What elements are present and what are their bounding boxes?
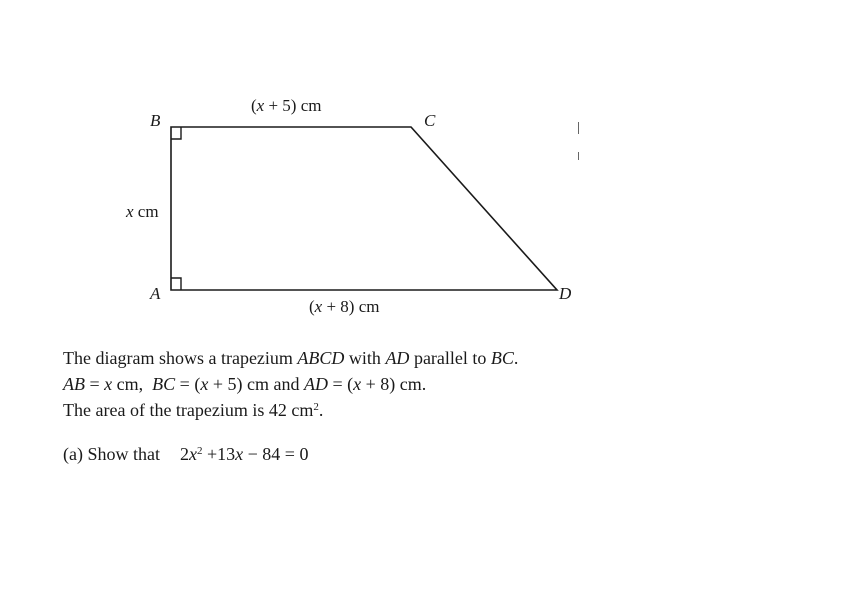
text-run: parallel to: [409, 348, 491, 368]
side-label-bc: [251, 97, 322, 114]
side-label-bc-open: (: [251, 96, 257, 115]
side-label-ab-var: x: [126, 202, 134, 221]
text-run: .: [318, 400, 324, 420]
text-run: .: [513, 348, 519, 368]
text-run: = (: [175, 374, 201, 394]
text-run-italic: AD: [385, 348, 410, 368]
equation: [180, 444, 308, 464]
side-label-ab-rest: cm: [133, 202, 159, 221]
side-label-bc-var: x: [256, 96, 265, 115]
text-run-italic: ABCD: [297, 348, 345, 368]
text-run: with: [344, 348, 386, 368]
text-run-italic: x: [200, 374, 209, 394]
scan-mark: [578, 152, 579, 160]
trapezium-abcd: [171, 127, 557, 290]
vertex-label-c: C: [424, 111, 436, 130]
side-label-bc-rest: + 5) cm: [264, 96, 322, 115]
text-run: 2: [179, 444, 189, 464]
text-run-italic: x: [353, 374, 362, 394]
superscript: 2: [313, 401, 319, 413]
text-run: + 8) cm.: [361, 374, 427, 394]
question-line-3: [63, 401, 323, 419]
text-run-italic: BC: [152, 374, 176, 394]
text-run: +13: [202, 444, 236, 464]
question-part-a: [63, 445, 308, 463]
text-run: The diagram shows a trapezium: [63, 348, 298, 368]
right-angle-marker-a: [171, 278, 181, 290]
superscript: 2: [196, 445, 203, 457]
vertex-label-a: A: [150, 284, 161, 303]
text-run-italic: AD: [303, 374, 328, 394]
side-label-ab: [126, 203, 159, 220]
vertex-label-b: B: [150, 111, 161, 130]
side-label-ad-var: x: [314, 297, 323, 316]
text-run-italic: BC: [490, 348, 514, 368]
text-run-italic: x: [235, 444, 244, 464]
scan-mark: [578, 122, 579, 134]
text-run-italic: x: [104, 374, 113, 394]
text-run: cm,: [112, 374, 153, 394]
text-run: − 84 = 0: [243, 444, 309, 464]
text-run: + 5) cm and: [208, 374, 304, 394]
text-run-italic: AB: [63, 374, 85, 394]
right-angle-marker-b: [171, 127, 181, 139]
question-line-2: [63, 375, 426, 393]
text-run-italic: x: [188, 444, 197, 464]
text-run: The area of the trapezium is 42 cm: [63, 400, 314, 420]
text-run: = (: [327, 374, 354, 394]
side-label-ad-open: (: [309, 297, 315, 316]
question-line-1: [63, 349, 518, 367]
vertex-label-d: D: [559, 284, 572, 303]
part-a-label: (a) Show that: [63, 444, 160, 464]
side-label-ad: [309, 298, 380, 315]
text-run: =: [85, 374, 105, 394]
side-label-ad-rest: + 8) cm: [322, 297, 380, 316]
